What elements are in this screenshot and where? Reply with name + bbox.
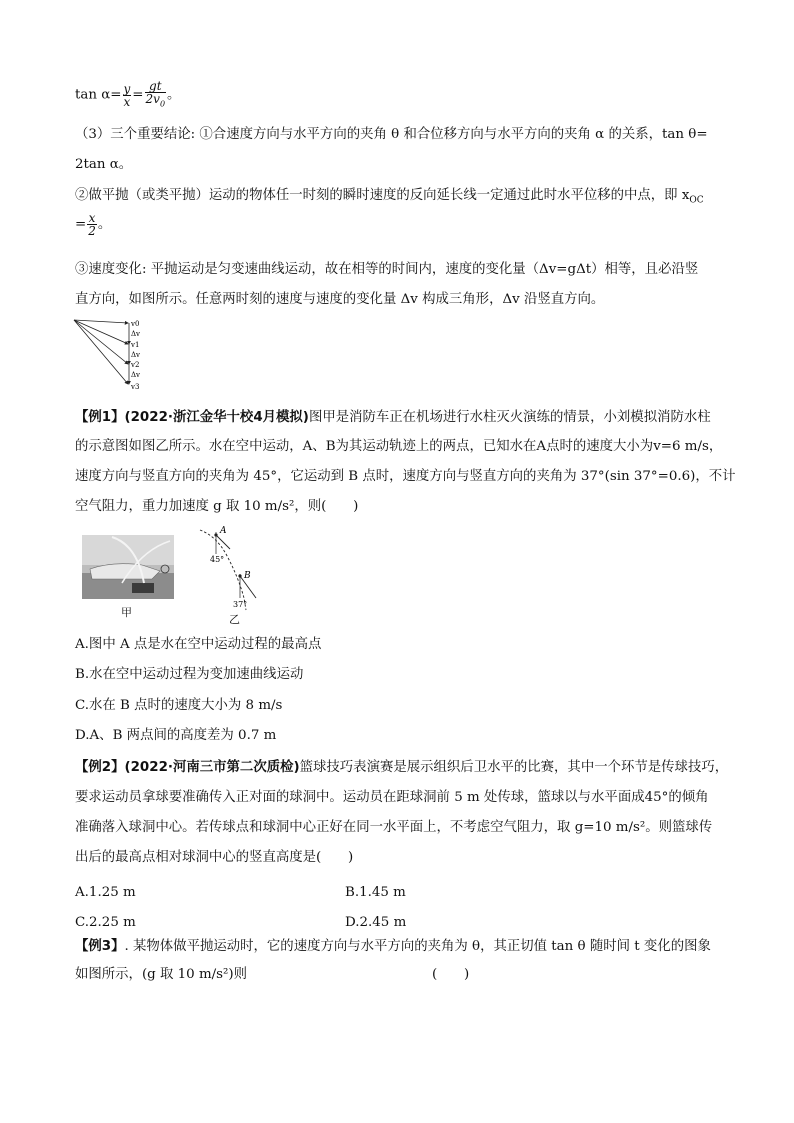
- point-a-label: A: [220, 526, 227, 536]
- example1-line4: 空气阻力，重力加速度 g 取 10 m/s²，则( ): [75, 499, 359, 514]
- conclusion-midpoint-line2: [75, 212, 111, 237]
- formula-tan-alpha: [75, 80, 180, 110]
- formula-lhs: tan α=: [75, 87, 122, 103]
- equals-sign: =: [75, 217, 87, 232]
- label-dv1: Δv: [131, 330, 141, 338]
- label-v2: v2: [131, 361, 140, 369]
- fraction-x-over-2: [87, 212, 97, 237]
- example2-text: 篮球技巧表演赛是展示组织后卫水平的比赛，其中一个环节是传球技巧，: [299, 760, 729, 775]
- vector-v3: [74, 320, 128, 384]
- example1-option-d: D.A、B 两点间的高度差为 0.7 m: [75, 728, 277, 743]
- figure-jia-label: 甲: [121, 606, 132, 619]
- label-dv2: Δv: [131, 351, 141, 359]
- frac-num: y: [123, 81, 131, 96]
- conclusion3-line1: （3）三个重要结论: ①合速度方向与水平方向的夹角 θ 和合位移方向与水平方向的夹角 α 的关系，tan θ=: [75, 127, 708, 142]
- frac-den: x: [123, 94, 131, 109]
- example3-answer-bracket: ( ): [432, 967, 470, 982]
- velocity-change-line2: 直方向，如图所示。任意两时刻的速度与速度的变化量 Δv 构成三角形，Δv 沿竖直方向。: [75, 292, 605, 307]
- example3-tag: 【例3】: [75, 939, 125, 954]
- example2-line1: [75, 759, 728, 777]
- frac-num: gt: [145, 80, 167, 93]
- example1-source: (2022·浙江金华十校4月模拟): [124, 410, 309, 425]
- example2-option-c: C.2.25 m: [75, 915, 136, 930]
- equals-sign: =: [132, 87, 144, 103]
- example2-option-b: B.1.45 m: [345, 885, 406, 900]
- example2-tag: 【例2】: [75, 760, 125, 775]
- label-v0: v0: [131, 320, 140, 328]
- frac-den: [145, 93, 167, 110]
- example1-text: 图甲是消防车正在机场进行水柱灭火演练的情景，小刘模拟消防水柱: [308, 410, 711, 425]
- fraction-y-over-x: [123, 83, 132, 108]
- vector-v1: [74, 320, 128, 344]
- example2-option-a: A.1.25 m: [75, 885, 136, 900]
- example3-line2: 如图所示，(g 取 10 m/s²)则: [75, 967, 248, 982]
- frac-den-sub: 0: [159, 99, 166, 109]
- example1-line3: 速度方向与竖直方向的夹角为 45°，它运动到 B 点时，速度方向与竖直方向的夹角为 37°(sin 37°=0.6)，不计: [75, 469, 736, 484]
- label-v3: v3: [131, 383, 140, 391]
- formula-end: 。: [167, 87, 181, 103]
- vector-v0: [74, 320, 128, 323]
- angle-45-label: 45°: [210, 555, 225, 564]
- conclusion3-line2: 2tan α。: [75, 157, 133, 172]
- example2-line4: 出后的最高点相对球洞中心的竖直高度是( ): [75, 850, 354, 865]
- fraction-gt-over-2v0: [145, 80, 167, 110]
- velocity-vector-diagram: [72, 318, 152, 394]
- fire-truck-photo: [82, 535, 174, 599]
- trajectory-diagram: [198, 526, 270, 614]
- example2-option-d: D.2.45 m: [345, 915, 407, 930]
- subscript-oc: OC: [689, 195, 704, 206]
- frac-num: x: [88, 211, 96, 225]
- angle-37-label: 37°: [233, 600, 248, 609]
- conclusion-midpoint-line1: [75, 187, 704, 210]
- velocity-change-line1: ③速度变化: 平抛运动是匀变速曲线运动，故在相等的时间内，速度的变化量（Δv=gΔt）相等，且必沿竖: [75, 262, 699, 277]
- frac-den: 2: [88, 224, 96, 238]
- point-b-label: B: [244, 571, 251, 581]
- example3-line1: [75, 938, 711, 956]
- example1-line1: [75, 409, 711, 427]
- example1-option-c: C.水在 B 点时的速度大小为 8 m/s: [75, 698, 283, 713]
- midpoint-text: ②做平抛（或类平抛）运动的物体任一时刻的瞬时速度的反向延长线一定通过此时水平位移的中点，即 x: [75, 188, 690, 203]
- example3-text: . 某物体做平抛运动时，它的速度方向与水平方向的夹角为 θ，其正切值 tan θ 随时间 t 变化的图象: [124, 939, 711, 954]
- example2-line3: 准确落入球洞中心。若传球点和球洞中心正好在同一水平面上，不考虑空气阻力，取 g=10 m/s²。则篮球传: [75, 820, 713, 835]
- example1-tag: 【例1】: [75, 410, 125, 425]
- example1-line2: 的示意图如图乙所示。水在空中运动，A、B为其运动轨迹上的两点，已知水在A点时的速度大小为v=6 m/s，: [75, 439, 723, 454]
- frac-den-main: 2v: [145, 92, 160, 106]
- label-dv3: Δv: [131, 371, 141, 379]
- velocity-a: [216, 535, 230, 549]
- example2-source: (2022·河南三市第二次质检): [124, 760, 300, 775]
- vector-v2: [74, 320, 128, 364]
- example1-option-a: A.图中 A 点是水在空中运动过程的最高点: [75, 637, 322, 652]
- figure-yi-label: 乙: [229, 613, 240, 626]
- midpoint-end: 。: [97, 217, 112, 232]
- label-v1: v1: [131, 341, 140, 349]
- example2-line2: 要求运动员拿球要准确传入正对面的球洞中。运动员在距球洞前 5 m 处传球，篮球以与水平面成45°的倾角: [75, 790, 709, 805]
- example1-option-b: B.水在空中运动过程为变加速曲线运动: [75, 667, 304, 682]
